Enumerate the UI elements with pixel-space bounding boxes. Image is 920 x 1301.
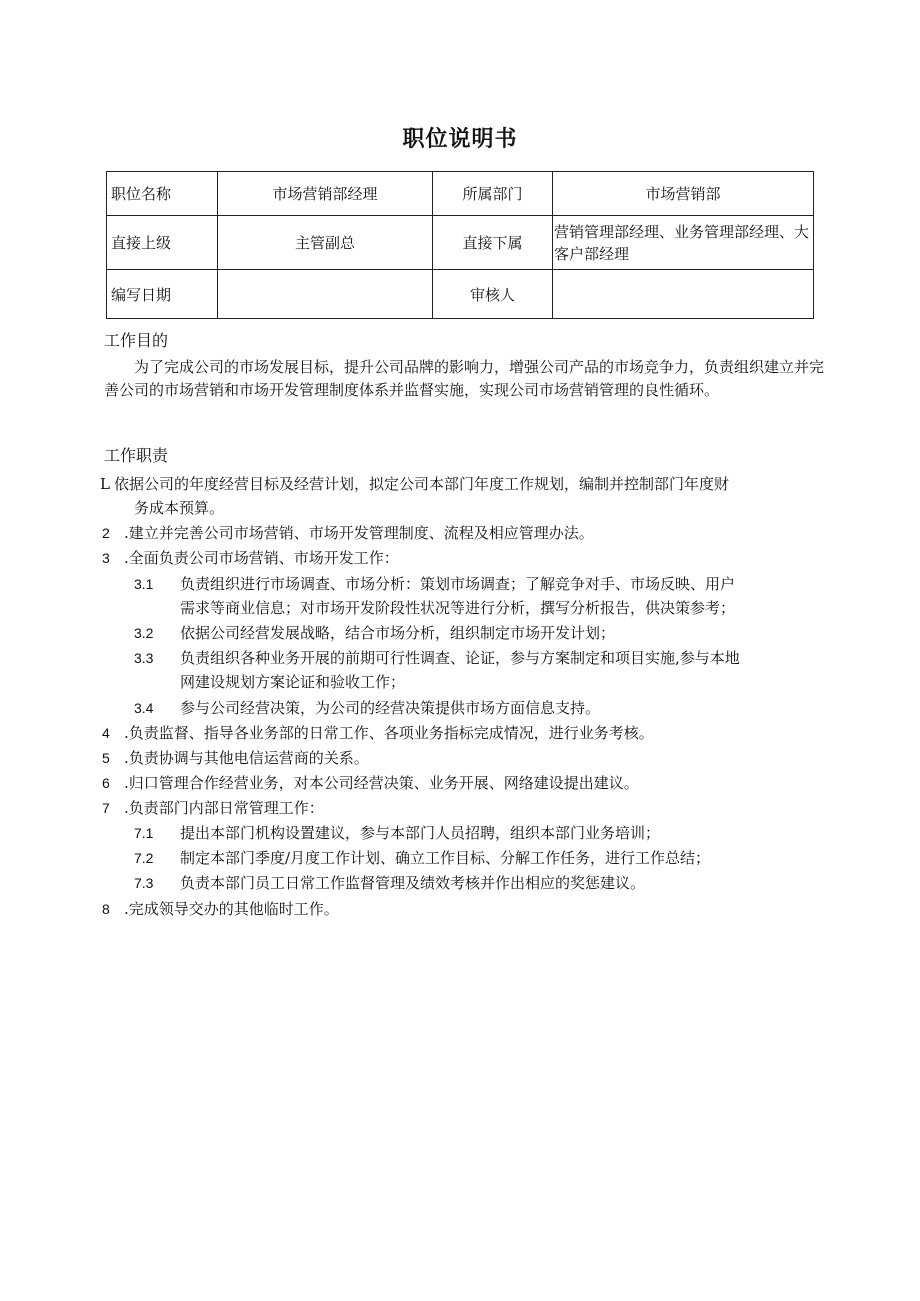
list-item: .完成领导交办的其他临时工作。 — [124, 900, 339, 918]
sub-item: 负责组织进行市场调查、市场分析：策划市场调查；了解竞争对手、市场反映、用户 — [180, 575, 736, 593]
list-item-number: 3 — [102, 550, 110, 566]
list-item-number: 5 — [102, 750, 110, 766]
value-direct-subordinates: 营销管理部经理、业务管理部经理、大客户部经理 — [553, 216, 814, 270]
list-item-number: 7 — [102, 800, 110, 816]
list-item: .负责监督、指导各业务部的日常工作、各项业务指标完成情况，进行业务考核。 — [124, 724, 654, 742]
value-department: 市场营销部 — [553, 172, 814, 216]
value-position-name: 市场营销部经理 — [218, 172, 433, 216]
label-written-date: 编写日期 — [107, 270, 218, 319]
label-department: 所属部门 — [433, 172, 553, 216]
table-row — [107, 270, 814, 319]
value-direct-superior: 主管副总 — [218, 216, 433, 270]
table-row — [107, 216, 814, 270]
sub-item: 依据公司经营发展战略，结合市场分析，组织制定市场开发计划； — [180, 624, 616, 642]
sub-item: 网建设规划方案论证和验收工作； — [180, 673, 406, 691]
list-item-number: 6 — [102, 775, 110, 791]
sub-item: 负责组织各种业务开展的前期可行性调查、论证，参与方案制定和项目实施,参与本地 — [180, 649, 740, 667]
list-item: .建立并完善公司市场营销、市场开发管理制度、流程及相应管理办法。 — [124, 524, 594, 542]
purpose-paragraph: 为了完成公司的市场发展目标，提升公司品牌的影响力，增强公司产品的市场竞争力，负责组织建立并完善公司的市场营销和市场开发管理制度体系并监督实施，实现公司市场营销管理的良性循环。 — [104, 358, 825, 399]
sub-item: 参与公司经营决策，为公司的经营决策提供市场方面信息支持。 — [180, 699, 601, 717]
page-title: 职位说明书 — [402, 127, 518, 152]
sub-item-number: 3.4 — [134, 700, 154, 716]
list-item: 依据公司的年度经营目标及经营计划，拟定公司本部门年度工作规划，编制并控制部门年度财 — [114, 475, 730, 493]
label-position-name: 职位名称 — [107, 172, 218, 216]
sub-item: 需求等商业信息；对市场开发阶段性状况等进行分析，撰写分析报告，供决策参考； — [180, 599, 736, 617]
label-reviewer: 审核人 — [433, 270, 553, 319]
sub-item-number: 7.3 — [134, 875, 154, 891]
list-item: .归口管理合作经营业务，对本公司经营决策、业务开展、网络建设提出建议。 — [124, 774, 639, 792]
sub-item: 制定本部门季度/月度工作计划、确立工作目标、分解工作任务，进行工作总结； — [180, 849, 711, 867]
sub-item-number: 3.3 — [134, 650, 154, 666]
list-item-number: 2 — [102, 525, 110, 541]
table-row — [107, 172, 814, 216]
job-info-table — [106, 171, 814, 319]
list-item: 务成本预算。 — [134, 499, 225, 517]
sub-item-number: 7.2 — [134, 850, 154, 866]
value-written-date — [218, 270, 433, 319]
sub-item-number: 7.1 — [134, 825, 154, 841]
list-item-number: 4 — [102, 725, 110, 741]
list-item: .负责部门内部日常管理工作： — [124, 799, 324, 817]
section-heading-duties: 工作职责 — [104, 446, 169, 465]
sub-item-number: 3.1 — [134, 576, 154, 592]
label-direct-subordinates: 直接下属 — [433, 216, 553, 270]
value-reviewer — [553, 270, 814, 319]
section-heading-purpose: 工作目的 — [104, 331, 169, 350]
sub-item-number: 3.2 — [134, 625, 154, 641]
list-item: .负责协调与其他电信运营商的关系。 — [124, 749, 369, 767]
sub-item: 提出本部门机构设置建议，参与本部门人员招聘，组织本部门业务培训； — [180, 824, 661, 842]
list-item: .全面负责公司市场营销、市场开发工作： — [124, 549, 399, 567]
label-direct-superior: 直接上级 — [107, 216, 218, 270]
list-item-number: 8 — [102, 901, 110, 917]
sub-item: 负责本部门员工日常工作监督管理及绩效考核并作出相应的奖惩建议。 — [180, 874, 646, 892]
list-item-number: L — [100, 475, 110, 493]
